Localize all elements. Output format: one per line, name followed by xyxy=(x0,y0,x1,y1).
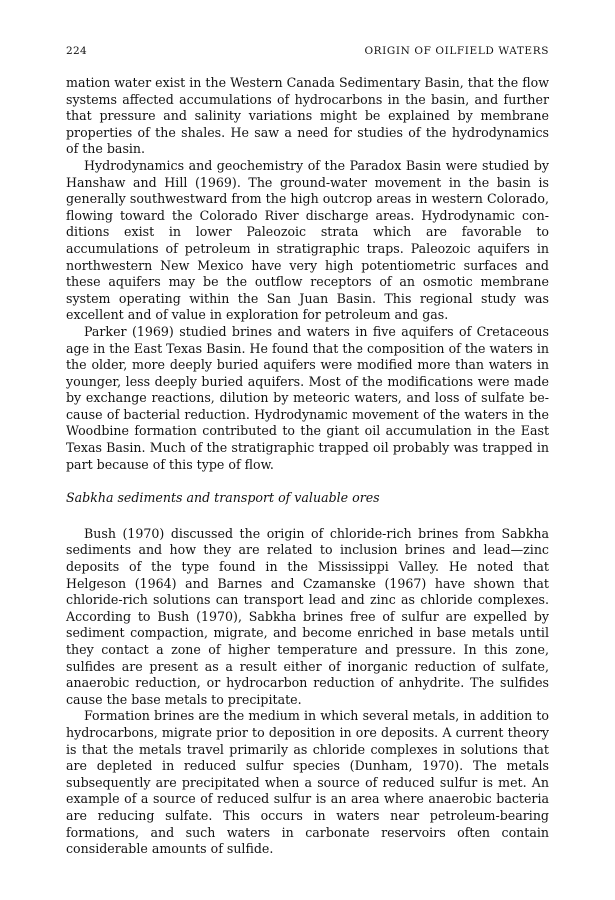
running-header xyxy=(66,43,549,59)
page-number: 224 xyxy=(66,45,87,57)
body-text xyxy=(66,75,549,858)
book-page xyxy=(66,43,549,858)
section-heading: Sabkha sediments and transport of valuable ores xyxy=(66,490,380,506)
paragraph-continuation: mation water exist in the Western Canada Sedimentary Basin, that the flow systems affected accumulations of hydrocarbons in the basin, and further that pressure and salinity variations might be explained by membrane properties of the shales. He saw a need for studies of the hydrodynamics of the basin. xyxy=(66,75,549,157)
paragraph-east-texas-basin: Parker (1969) studied brines and waters in five aquifers of Cretaceous age in the East Texas Basin. He found that the composition of the waters in the older, more deeply buried aquifers were modified more than waters in younger, less deeply buried aquifers. Most of the modifications were made by exchange reactions, dilution by meteoric waters, and loss of sulfate because of bacterial reduction. Hydrodynamic movement of the waters in the Woodbine formation contributed to the giant oil accumulation in the East Texas Basin. Much of the stratigraphic trapped oil probably was trapped in part because of this type of flow. xyxy=(66,323,549,472)
paragraph-paradox-basin: Hydrodynamics and geochemistry of the Paradox Basin were studied by Hanshaw and Hill (1969). The ground-water movement in the basin is generally southwestward from the high outcrop areas in western Colorado, flowing toward the Colorado River discharge areas. Hydrodynamic conditions exist in lower Paleozoic strata which are favorable to accumulations of petroleum in stratigraphic traps. Paleozoic aquifers in northwestern New Mexico have very high potentiometric surfaces and these aquifers may be the outflow receptors of an osmotic membrane system operating within the San Juan Basin. This regional study was excellent and of value in exploration for petroleum and gas. xyxy=(66,157,549,323)
paragraph-sabkha-brines: Bush (1970) discussed the origin of chloride-rich brines from Sabkha sediments and how they are related to inclusion brines and lead—zinc deposits of the type found in the Mississippi Valley. He noted that Helgeson (1964) and Barnes and Czamanske (1967) have shown that chloride-rich solutions can transport lead and zinc as chloride complexes. According to Bush (1970), Sabkha brines free of sulfur are expelled by sediment compaction, migrate, and become enriched in base metals until they contact a zone of higher temperature and pressure. In this zone, sulfides are present as a result either of inorganic reduction of sulfate, anaerobic reduction, or hydrocarbon reduction of anhydrite. The sulfides cause the base metals to precipitate. xyxy=(66,525,549,707)
paragraph-formation-brines: Formation brines are the medium in which several metals, in addition to hydrocarbons, migrate prior to deposition in ore deposits. A current theory is that the metals travel primarily as chloride complexes in solutions that are depleted in reduced sulfur species (Dunham, 1970). The metals subsequently are precipitated when a source of reduced sulfur is met. An example of a source of reduced sulfur is an area where anaerobic bacteria are reducing sulfate. This occurs in waters near petroleum-bearing formations, and such waters in carbonate reservoirs often contain considerable amounts of sulfide. xyxy=(66,708,549,857)
running-title: ORIGIN OF OILFIELD WATERS xyxy=(364,45,549,57)
